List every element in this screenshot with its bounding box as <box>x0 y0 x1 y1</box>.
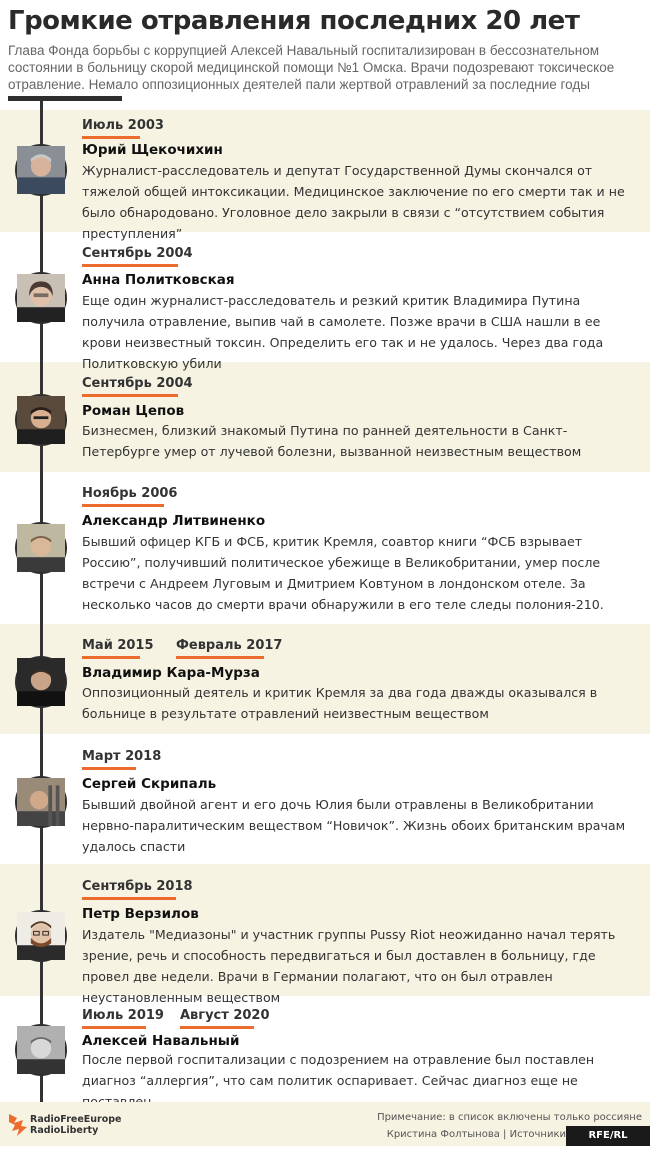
entry-description: Журналист-расследователь и депутат Государственной Думы скончался от тяжелой общей интоксикации. Медицинское заключение по его смерти так и не было обнародовано. Уголовное дело закрыли в связи с “отсутствием события преступления” <box>82 163 625 241</box>
entry-description: Оппозиционный деятель и критик Кремля за два года дважды оказывался в больнице в результате отравлений неизвестным веществом <box>82 685 598 721</box>
entry-date-second: Февраль 2017 <box>176 638 282 659</box>
page-subtitle: Глава Фонда борьбы с коррупцией Алексей Навальный госпитализирован в бессознательном состоянии в больницу скорой медицинской помощи №1 Омска. Врачи подозревают токсическое отравление. Немало оппозиционных деятелей пали жертвой отравлений за последние годы <box>8 43 615 92</box>
header <box>0 0 650 100</box>
portrait-avatar <box>15 272 67 324</box>
entry-name: Юрий Щекочихин <box>82 142 223 158</box>
entry-name: Анна Политковская <box>82 272 235 288</box>
entry-description: Бывший офицер КГБ и ФСБ, критик Кремля, соавтор книги “ФСБ взрывает Россию”, получивший политическое убежище в Великобритании, умер после встречи с Андреем Луговым и Дмитрием Ковтуном в лондонском отеле. За несколько часов до смерти врачи обнаружили в его теле следы полония-210. <box>82 534 604 612</box>
entry-name: Александр Литвиненко <box>82 513 266 529</box>
entry-name: Алексей Навальный <box>82 1033 240 1049</box>
portrait-avatar <box>15 656 67 708</box>
footer-note: Примечание: в список включены только россияне <box>377 1112 642 1123</box>
rferl-logo <box>6 1110 166 1140</box>
footer <box>0 1102 650 1161</box>
portrait-avatar <box>15 776 67 828</box>
entry-name: Петр Верзилов <box>82 906 199 922</box>
entry-name: Сергей Скрипаль <box>82 776 217 792</box>
logo-line-1: RadioFreeEurope <box>30 1114 122 1125</box>
entry-date: Март 2018 <box>82 749 161 770</box>
entry-date: Сентябрь 2004 <box>82 376 193 397</box>
entry-description: Еще один журналист-расследователь и резкий критик Владимира Путина получила отравление, выпив чай в самолете. Позже врачи в США нашли в ее крови неизвестный токсин. Определить его так и не удалось. Через два года Политковскую убили <box>82 293 604 371</box>
portrait-avatar <box>15 394 67 446</box>
entry-date: Май 2015 <box>82 638 154 659</box>
entry-date-second: Август 2020 <box>180 1008 270 1029</box>
entry-name: Владимир Кара-Мурза <box>82 665 260 681</box>
entry-description: После первой госпитализации с подозрением на отравление был поставлен диагноз “аллергия”, что сам политик оспаривает. Сейчас диагноз еще не <box>82 1052 595 1088</box>
graphics-badge: RFE/RL Graphics <box>566 1126 650 1146</box>
entry-date: Сентябрь 2018 <box>82 879 193 900</box>
entry-date: Сентябрь 2004 <box>82 246 193 267</box>
portrait-avatar <box>15 522 67 574</box>
entry-name: Роман Цепов <box>82 403 185 419</box>
entry-description: Издатель "Медиазоны" и участник группы Pussy Riot неожиданно начал терять зрение, речь и способность передвигаться и был доставлен в больницу, где провел две недели. Врачи в Германии полагают, что он был отравлен неустановленным веществом <box>82 927 616 1005</box>
rferl-logo-icon <box>6 1112 28 1138</box>
entry-description: Бизнесмен, близкий знакомый Путина по ранней деятельности в Санкт-Петербурге умер от лучевой болезни, вызванной неизвестным веществом <box>82 423 582 459</box>
entry-date: Ноябрь 2006 <box>82 486 177 507</box>
portrait-avatar <box>15 910 67 962</box>
portrait-avatar <box>15 1024 67 1076</box>
portrait-avatar <box>15 144 67 196</box>
entry-date: Июль 2003 <box>82 118 164 139</box>
footer-credit: Кристина Фолтынова | Источники <box>386 1129 566 1140</box>
entry-date: Июль 2019 <box>82 1008 164 1029</box>
logo-line-2: RadioLiberty <box>30 1125 99 1136</box>
title-underbar <box>8 96 122 101</box>
entry-description: Бывший двойной агент и его дочь Юлия были отравлены в Великобритании нервно-паралитическим веществом “Новичок”. Жизнь обоих британским врачам удалось спасти <box>82 797 626 854</box>
page-title: Громкие отравления последних 20 лет <box>8 6 580 36</box>
